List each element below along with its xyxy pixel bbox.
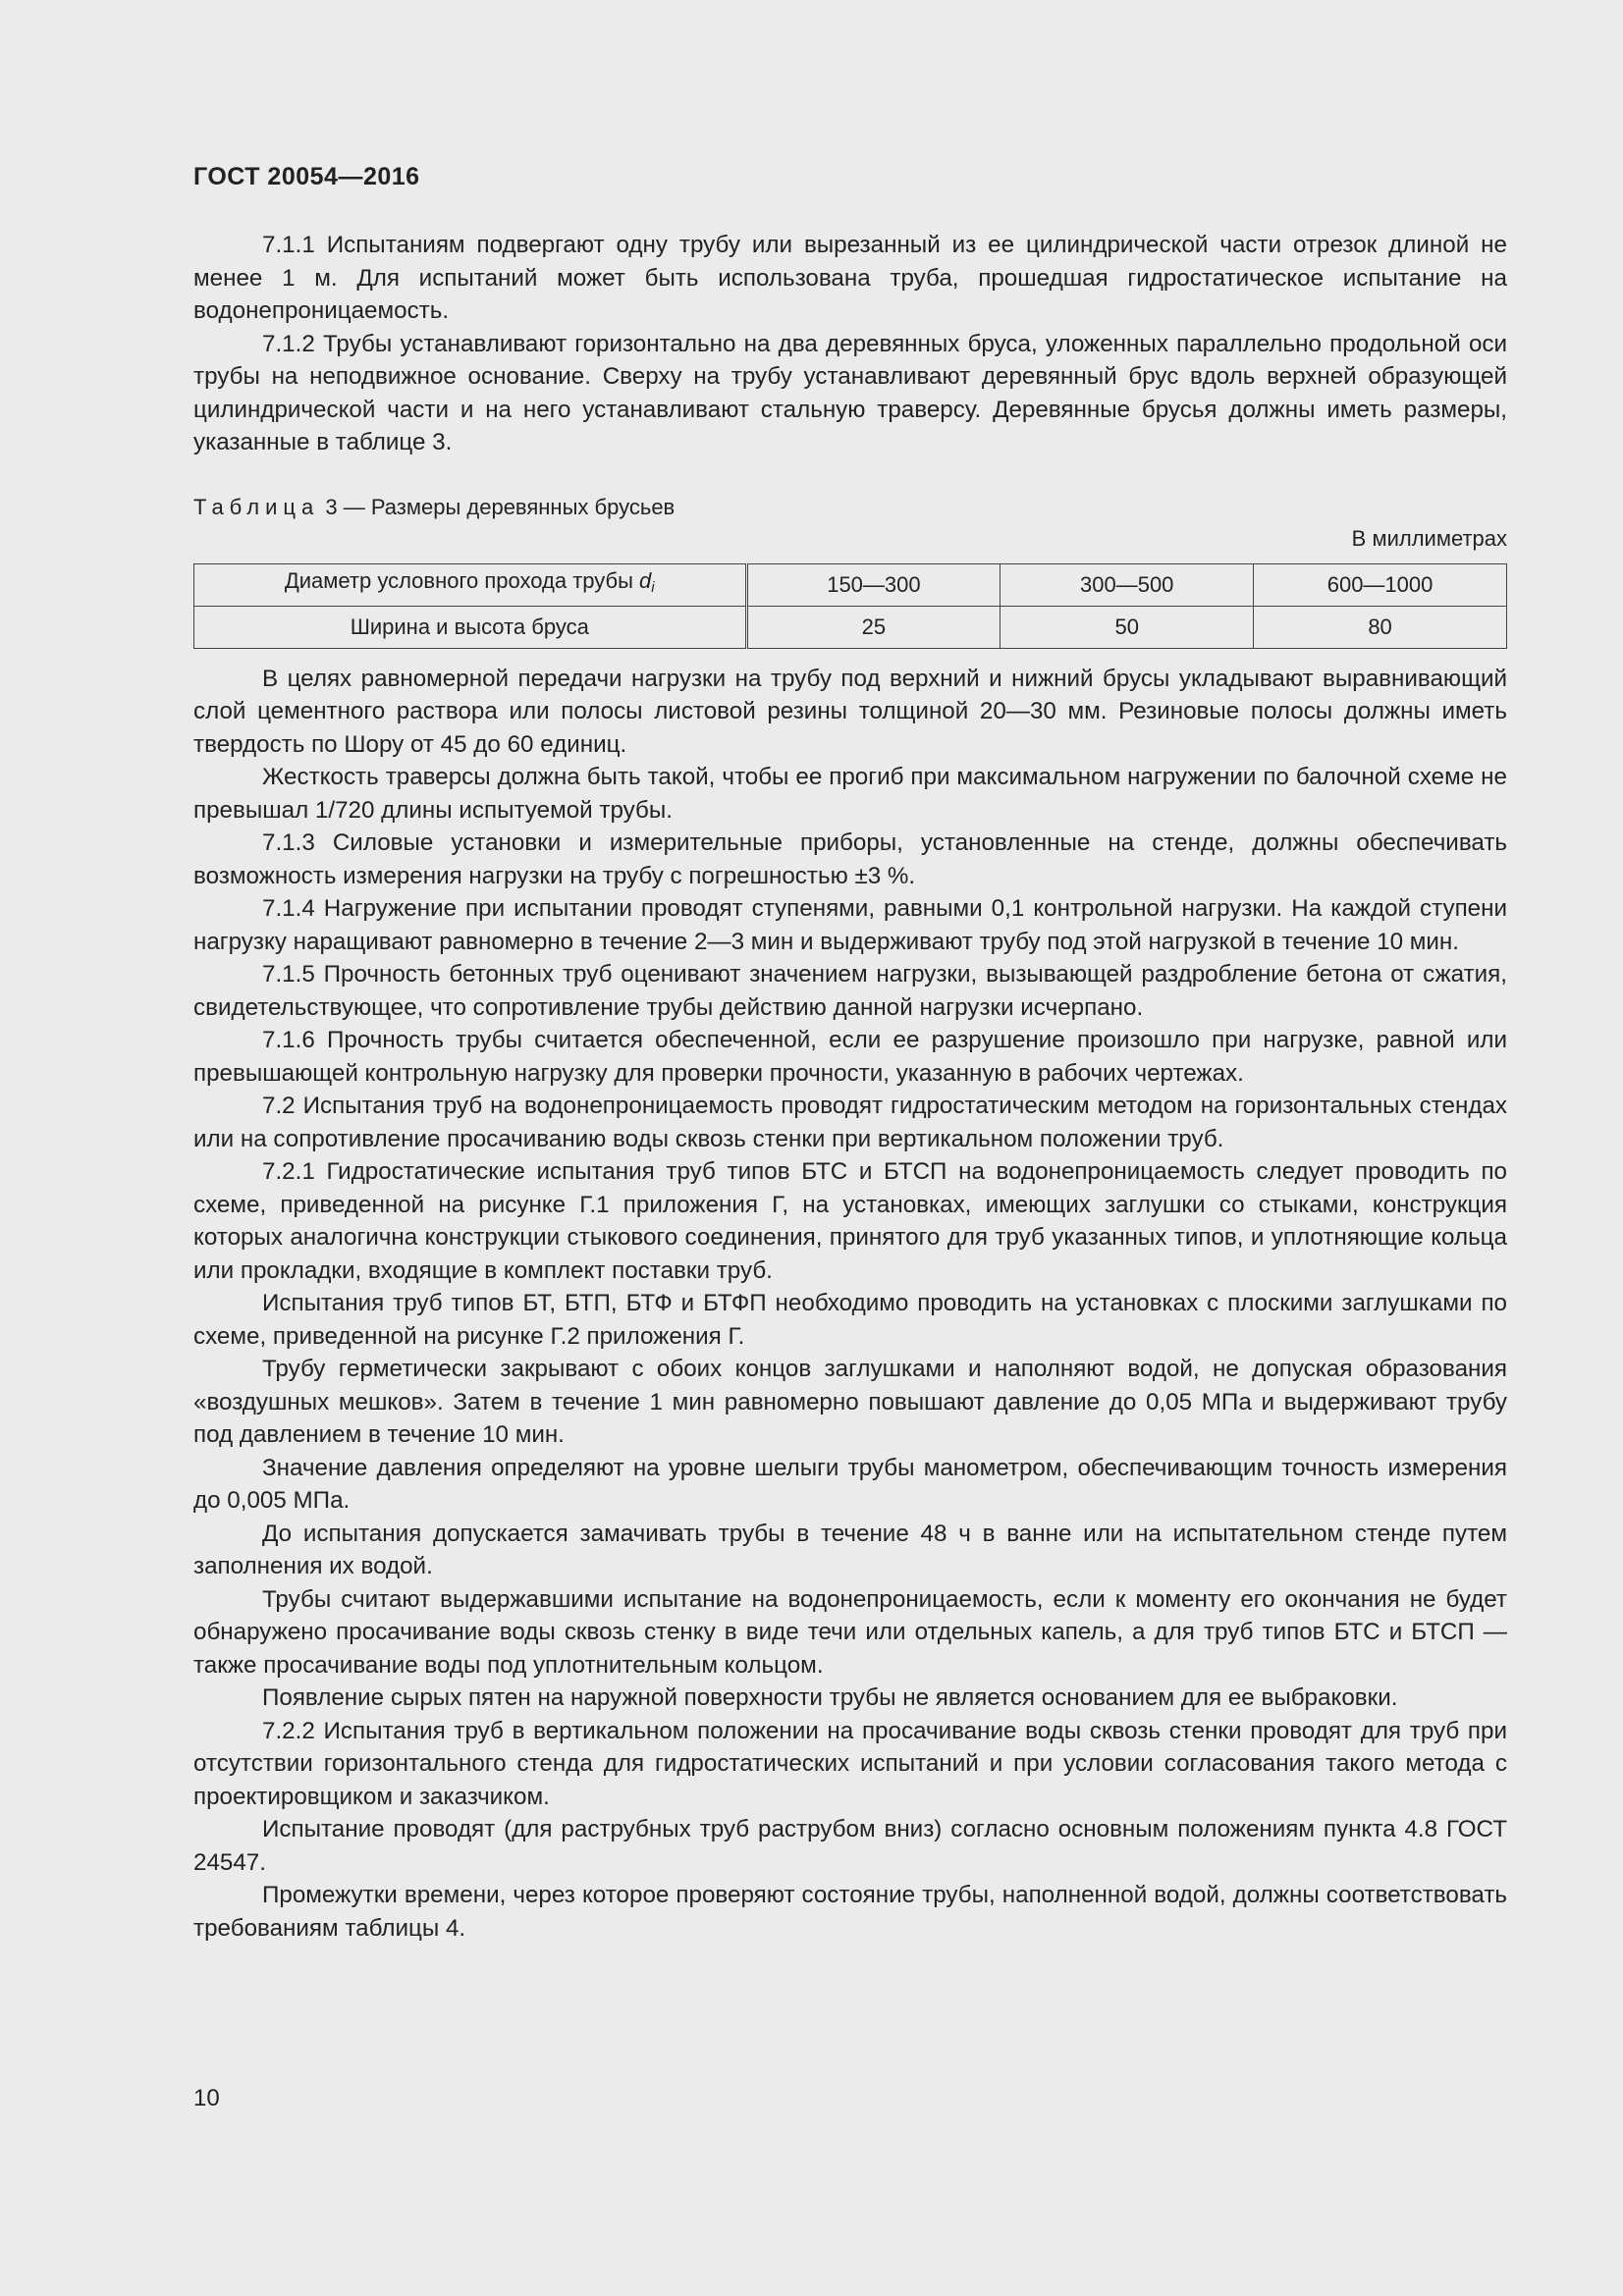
paragraph: Испытания труб типов БТ, БТП, БТФ и БТФП необходимо проводить на установках с плоскими заглушками по схеме, приведенной на рисунке Г.2 приложения Г. bbox=[193, 1290, 1507, 1350]
table-caption bbox=[193, 493, 1507, 522]
table-cell: 150—300 bbox=[746, 563, 1001, 606]
table-cell: 80 bbox=[1254, 606, 1507, 648]
paragraph: 7.1.4 Нагружение при испытании проводят ступенями, равными 0,1 контрольной нагрузки. На каждой ступени нагрузку наращивают равномерно в течение 2—3 мин и выдерживают трубу под этой нагрузкой в течение 10 мин. bbox=[193, 895, 1507, 955]
table-row bbox=[194, 563, 1507, 606]
paragraph: Появление сырых пятен на наружной поверхности трубы не является основанием для ее выбраковки. bbox=[262, 1684, 1398, 1711]
document-body bbox=[193, 229, 1507, 1945]
document-header: ГОСТ 20054—2016 bbox=[193, 163, 420, 190]
paragraph: 7.1.5 Прочность бетонных труб оценивают значением нагрузки, вызывающей раздробление бетона от сжатия, свидетельствующее, что сопротивление трубы действию данной нагрузки исчерпано. bbox=[193, 961, 1507, 1021]
table-row bbox=[194, 606, 1507, 648]
paragraph: 7.1.3 Силовые установки и измерительные приборы, установленные на стенде, должны обеспечивать возможность измерения нагрузки на трубу с погрешностью ±3 %. bbox=[193, 829, 1507, 889]
paragraph: 7.2.2 Испытания труб в вертикальном положении на просачивание воды сквозь стенки проводят для труб при отсутствии горизонтального стенда для гидростатических испытаний и при условии согласования такого метода с проектировщиком и заказчиком. bbox=[193, 1717, 1507, 1810]
table-cell: 25 bbox=[746, 606, 1001, 648]
diameter-symbol: d bbox=[639, 568, 652, 594]
table-caption-text: 3 — Размеры деревянных брусьев bbox=[325, 494, 676, 519]
table-cell: 600—1000 bbox=[1254, 563, 1507, 606]
table-row-label: Диаметр условного прохода трубы $d_i$ bbox=[194, 563, 747, 606]
paragraph: Жесткость траверсы должна быть такой, чтобы ее прогиб при максимальном нагружении по балочной схеме не превышал 1/720 длины испытуемой трубы. bbox=[193, 764, 1507, 824]
paragraph: Промежутки времени, через которое проверяют состояние трубы, наполненной водой, должны соответствовать требованиям таблицы 4. bbox=[193, 1882, 1507, 1942]
page-number: 10 bbox=[193, 2085, 220, 2111]
paragraph: Испытание проводят (для раструбных труб раструбом вниз) согласно основным положениям пункта 4.8 ГОСТ 24547. bbox=[193, 1816, 1507, 1876]
table-caption-word: Таблица bbox=[193, 494, 320, 519]
paragraph: 7.2.1 Гидростатические испытания труб типов БТС и БТСП на водонепроницаемость следует проводить по схеме, приведенной на рисунке Г.1 приложения Г, на установках, имеющих заглушки со стыками, конструкция которых аналогична конструкции стыкового соединения, принятого для труб указанных типов, и уплотняющие кольца или прокладки, входящие в комплект поставки труб. bbox=[193, 1158, 1507, 1284]
table-cell: 300—500 bbox=[1001, 563, 1254, 606]
paragraph: Трубу герметически закрывают с обоих концов заглушками и наполняют водой, не допуская образования «воздушных мешков». Затем в течение 1 мин равномерно повышают давление до 0,05 МПа и выдерживают трубу под давлением в течение 10 мин. bbox=[193, 1356, 1507, 1448]
paragraph: Значение давления определяют на уровне шелыги трубы манометром, обеспечивающим точность измерения до 0,005 МПа. bbox=[193, 1454, 1507, 1514]
table-cell: 50 bbox=[1001, 606, 1254, 648]
paragraph: 7.1.2 Трубы устанавливают горизонтально на два деревянных бруса, уложенных параллельно продольной оси трубы на неподвижное основание. Сверху на трубу устанавливают деревянный брус вдоль верхней образующей цилиндрической части и на него устанавливают стальную траверсу. Деревянные брусья должны иметь размеры, указанные в таблице 3. bbox=[193, 330, 1507, 455]
paragraph: 7.1.1 Испытаниям подвергают одну трубу или вырезанный из ее цилиндрической части отрезок длиной не менее 1 м. Для испытаний может быть использована труба, прошедшая гидростатическое испытание на водонепроницаемость. bbox=[193, 232, 1507, 324]
dimensions-table bbox=[193, 563, 1507, 649]
table-units: В миллиметрах bbox=[1351, 525, 1507, 551]
paragraph: 7.2 Испытания труб на водонепроницаемость проводят гидростатическим методом на горизонтальных стендах или на сопротивление просачиванию воды сквозь стенки при вертикальном положении труб. bbox=[193, 1093, 1507, 1152]
diameter-subscript: i bbox=[651, 579, 655, 597]
paragraph: В целях равномерной передачи нагрузки на трубу под верхний и нижний брусы укладывают выравнивающий слой цементного раствора или полосы листовой резины толщиной 20—30 мм. Резиновые полосы должны иметь твердость по Шору от 45 до 60 единиц. bbox=[193, 665, 1507, 758]
paragraph: 7.1.6 Прочность трубы считается обеспеченной, если ее разрушение произошло при нагрузке, равной или превышающей контрольную нагрузку для проверки прочности, указанную в рабочих чертежах. bbox=[193, 1027, 1507, 1087]
paragraph: До испытания допускается замачивать трубы в течение 48 ч в ванне или на испытательном стенде путем заполнения их водой. bbox=[193, 1520, 1507, 1579]
table-row-label: Ширина и высота бруса bbox=[194, 606, 747, 648]
paragraph: Трубы считают выдержавшими испытание на водонепроницаемость, если к моменту его окончания не будет обнаружено просачивание воды сквозь стенку в виде течи или отдельных капель, а для труб типов БТС и БТСП — также просачивание воды под уплотнительным кольцом. bbox=[193, 1585, 1507, 1679]
